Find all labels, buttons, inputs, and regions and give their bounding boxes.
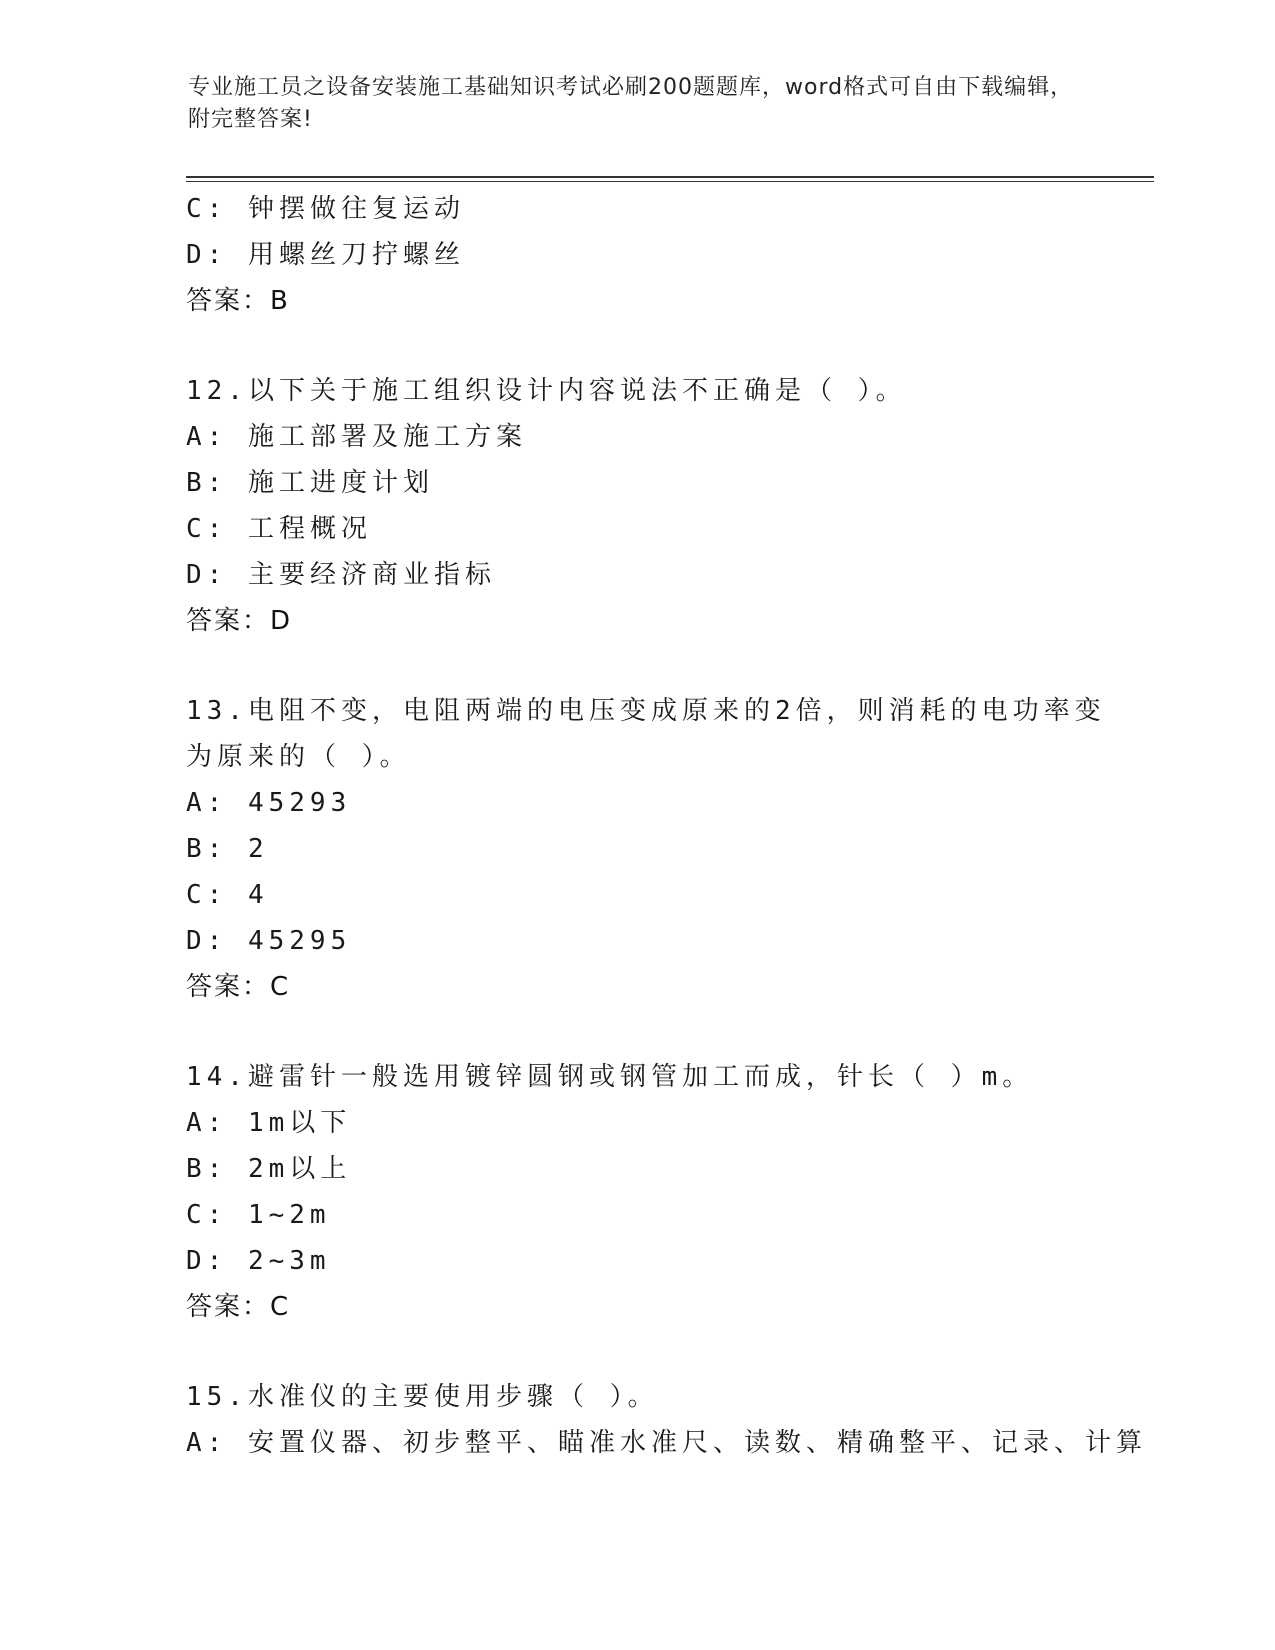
option-d: D: 2~3m bbox=[186, 1246, 331, 1276]
option-a: A: 施工部署及施工方案 bbox=[186, 422, 527, 452]
question-block-15 bbox=[186, 1374, 1147, 1466]
spacer bbox=[186, 324, 1106, 368]
spacer bbox=[186, 1010, 1106, 1054]
option-b: B: 施工进度计划 bbox=[186, 468, 434, 498]
answer-line: 答案：B bbox=[186, 286, 290, 316]
option-d: D: 45295 bbox=[186, 926, 352, 956]
answer-line: 答案：C bbox=[186, 972, 291, 1002]
option-c: C: 1~2m bbox=[186, 1200, 331, 1230]
header-divider-thin bbox=[186, 181, 1154, 182]
question-text: 13.电阻不变，电阻两端的电压变成原来的2倍，则消耗的电功率变为原来的（ ）。 bbox=[186, 696, 1106, 772]
answer-line: 答案：C bbox=[186, 1292, 291, 1322]
option-c: C: 钟摆做往复运动 bbox=[186, 194, 465, 224]
question-list bbox=[186, 186, 1147, 1466]
question-block-12 bbox=[186, 368, 1106, 644]
question-text: 12.以下关于施工组织设计内容说法不正确是（ ）。 bbox=[186, 376, 907, 406]
question-block-13 bbox=[186, 688, 1106, 1010]
spacer bbox=[186, 1330, 1106, 1374]
option-b: B: 2m以上 bbox=[186, 1154, 352, 1184]
option-c: C: 4 bbox=[186, 880, 269, 910]
carryover-block bbox=[186, 186, 1106, 324]
question-text: 15.水准仪的主要使用步骤（ ）。 bbox=[186, 1382, 659, 1412]
option-a: A: 1m以下 bbox=[186, 1108, 352, 1138]
spacer bbox=[186, 644, 1106, 688]
question-block-14 bbox=[186, 1054, 1106, 1330]
option-a: A: 45293 bbox=[186, 788, 352, 818]
option-d: D: 用螺丝刀拧螺丝 bbox=[186, 240, 465, 270]
option-b: B: 2 bbox=[186, 834, 269, 864]
option-c: C: 工程概况 bbox=[186, 514, 372, 544]
header-divider-thick bbox=[186, 176, 1154, 178]
question-text: 14.避雷针一般选用镀锌圆钢或钢管加工而成，针长（ ）m。 bbox=[186, 1062, 1034, 1092]
answer-line: 答案：D bbox=[186, 606, 293, 636]
option-a: A: 安置仪器、初步整平、瞄准水准尺、读数、精确整平、记录、计算 bbox=[186, 1428, 1147, 1458]
option-d: D: 主要经济商业指标 bbox=[186, 560, 496, 590]
document-header: 专业施工员之设备安装施工基础知识考试必刷200题题库，word格式可自由下载编辑，附完整答案! bbox=[188, 75, 1074, 132]
